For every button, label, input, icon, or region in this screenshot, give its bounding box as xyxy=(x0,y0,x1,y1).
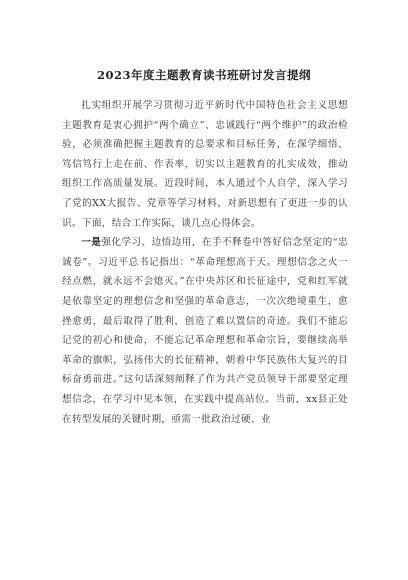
paragraph-intro xyxy=(62,96,348,233)
paragraph-text: 扎实组织开展学习贯彻习近平新时代中国特色社会主义思想主题教育是衷心拥护“两个确立”、忠诚践行“两个维护”的政治检验，必须准确把握主题教育的总要求和目标任务，在深学细悟、笃信笃行上走在前、作表率，切实以主题教育的扎实成效，推动组织工作高质量发展。近段时间，本人通过个人自学，深入学习了党的XX大报告、党章等学习材料，对新思想有了更进一步的认识。下面，结合工作实际，谈几点心得体会。 xyxy=(62,100,348,229)
paragraph-text: 强化学习、边悟边用，在手不释卷中答好信念坚定的“忠诚卷”。习近平总书记指出：“革命理想高于天。理想信念之火一经点燃，就永远不会熄灭。”在中央苏区和长征途中，党和红军就是依靠坚定的理想信念和坚强的革命意志，一次次绝境重生，愈挫愈勇，最后取得了胜利，创造了难以置信的奇迹。我们不能忘记党的初心和使命，不能忘记革命理想和革命宗旨，要继续高举革命的旗帜，弘扬伟大的长征精神，朝着中华民族伟大复兴的目标奋勇前进。”这句话深刻阐释了作为共产党员领导干部要坚定理想信念，在学习中见本领，在实践中提高站位。当前，xx县正处在转型发展的关键时期，亟需一批政治过硬、业 xyxy=(62,237,348,425)
document-body xyxy=(62,96,348,429)
paragraph-point-one xyxy=(62,233,348,429)
document-title: 2023年度主题教育读书班研讨发言提纲 xyxy=(96,68,311,82)
paragraph-lead: 一是 xyxy=(81,237,102,249)
